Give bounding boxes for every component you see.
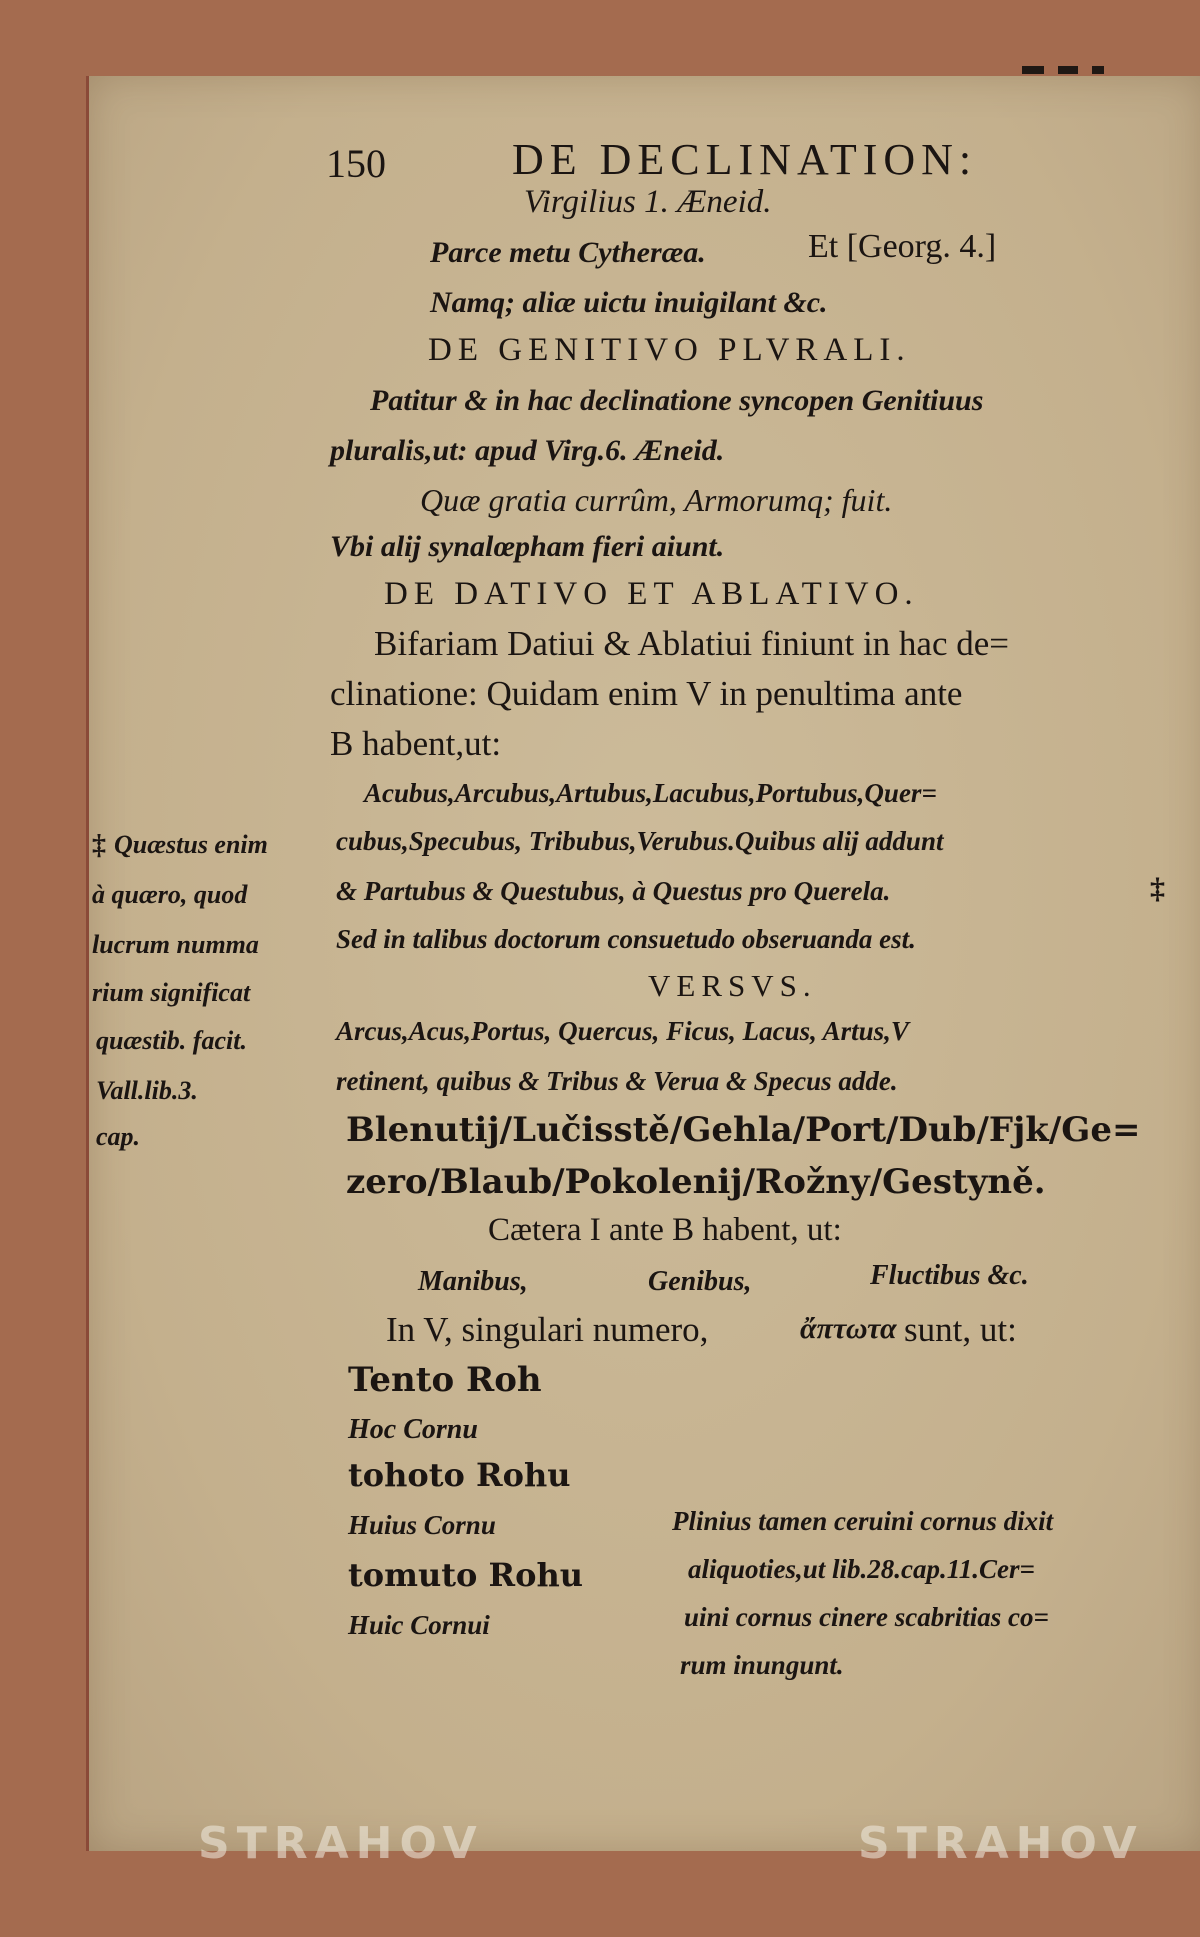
text-line: sunt, ut:	[904, 1310, 1017, 1349]
text-line: B habent,ut:	[330, 724, 502, 763]
section-heading: VERSVS.	[648, 968, 817, 1003]
side-note-line: aliquoties,ut lib.28.cap.11.Cer=	[688, 1554, 1035, 1584]
latin-example: Hoc Cornu	[348, 1414, 478, 1445]
margin-note-line: cap.	[96, 1122, 141, 1151]
text-line: Et [Georg. 4.]	[808, 228, 997, 265]
text-line: clinatione: Quidam enim V in penultima ante	[330, 674, 963, 713]
margin-note-line: rium significat	[92, 978, 251, 1007]
text-line: Virgilius 1. Æneid.	[524, 184, 772, 220]
example-word: Genibus,	[648, 1266, 752, 1297]
text-line: Cætera I ante B habent, ut:	[488, 1212, 842, 1248]
watermark: STRAHOV	[198, 1818, 484, 1869]
text-line: Patitur & in hac declinatione syncopen Genitiuus	[370, 384, 984, 417]
text-line: In V, singulari numero,	[386, 1310, 709, 1349]
margin-note-line: Quæstus enim	[114, 830, 268, 859]
text-line: & Partubus & Questubus, à Questus pro Querela.	[336, 876, 891, 906]
bohemian-example: Tento Roh	[348, 1360, 542, 1400]
bohemian-line: Blenutij/Lučisstě/Gehla/Port/Dub/Fjk/Ge=	[346, 1110, 1141, 1150]
margin-note-line: Vall.lib.3.	[96, 1076, 198, 1105]
side-note-line: uini cornus cinere scabritias co=	[684, 1602, 1049, 1632]
dagger-mark: ‡	[92, 830, 106, 861]
bohemian-example: tohoto Rohu	[348, 1456, 571, 1494]
example-word: Manibus,	[418, 1266, 528, 1297]
text-line: Namq; aliæ uictu inuigilant &c.	[430, 286, 828, 319]
text-line: Arcus,Acus,Portus, Quercus, Ficus, Lacus, Artus,V	[336, 1016, 909, 1046]
example-word: Fluctibus &c.	[870, 1260, 1029, 1291]
side-note-line: Plinius tamen ceruini cornus dixit	[672, 1506, 1054, 1536]
section-heading: DE GENITIVO PLVRALI.	[428, 332, 911, 368]
dagger-mark: ‡	[1150, 872, 1165, 905]
text-line: pluralis,ut: apud Virg.6. Æneid.	[330, 434, 725, 467]
greek-word: ἄπτωτα	[800, 1312, 897, 1345]
latin-example: Huic Cornui	[348, 1610, 490, 1640]
bohemian-example: tomuto Rohu	[348, 1556, 583, 1594]
text-line: Quæ gratia currûm, Armorumq; fuit.	[420, 482, 893, 518]
bohemian-line: zero/Blaub/Pokolenij/Rožny/Gestyně.	[346, 1162, 1046, 1202]
text-line: Parce metu Cytheræa.	[430, 236, 706, 269]
text-line: retinent, quibus & Tribus & Verua & Specus adde.	[336, 1066, 898, 1096]
page-edge-mark	[1022, 66, 1044, 74]
section-heading: DE DATIVO ET ABLATIVO.	[384, 576, 919, 612]
page-number: 150	[326, 141, 386, 186]
side-note-line: rum inungunt.	[680, 1650, 844, 1680]
text-line: Bifariam Datiui & Ablatiui finiunt in hac de=	[374, 624, 1010, 663]
margin-note-line: quæstib. facit.	[96, 1026, 247, 1055]
watermark: STRAHOV	[858, 1818, 1144, 1869]
text-line: Sed in talibus doctorum consuetudo obseruanda est.	[336, 924, 916, 954]
latin-example: Huius Cornu	[348, 1510, 496, 1540]
margin-note-line: lucrum numma	[92, 930, 259, 959]
text-line: Vbi alij synalœpham fieri aiunt.	[330, 530, 725, 563]
text-line: Acubus,Arcubus,Artubus,Lacubus,Portubus,Quer=	[364, 778, 937, 808]
text-line: cubus,Specubus, Tribubus,Verubus.Quibus alij addunt	[336, 826, 944, 856]
margin-note-line: à quæro, quod	[92, 880, 248, 909]
page-edge-mark	[1092, 66, 1104, 74]
page-edge-mark	[1058, 66, 1078, 74]
running-title: DE DECLINATION:	[512, 135, 978, 184]
